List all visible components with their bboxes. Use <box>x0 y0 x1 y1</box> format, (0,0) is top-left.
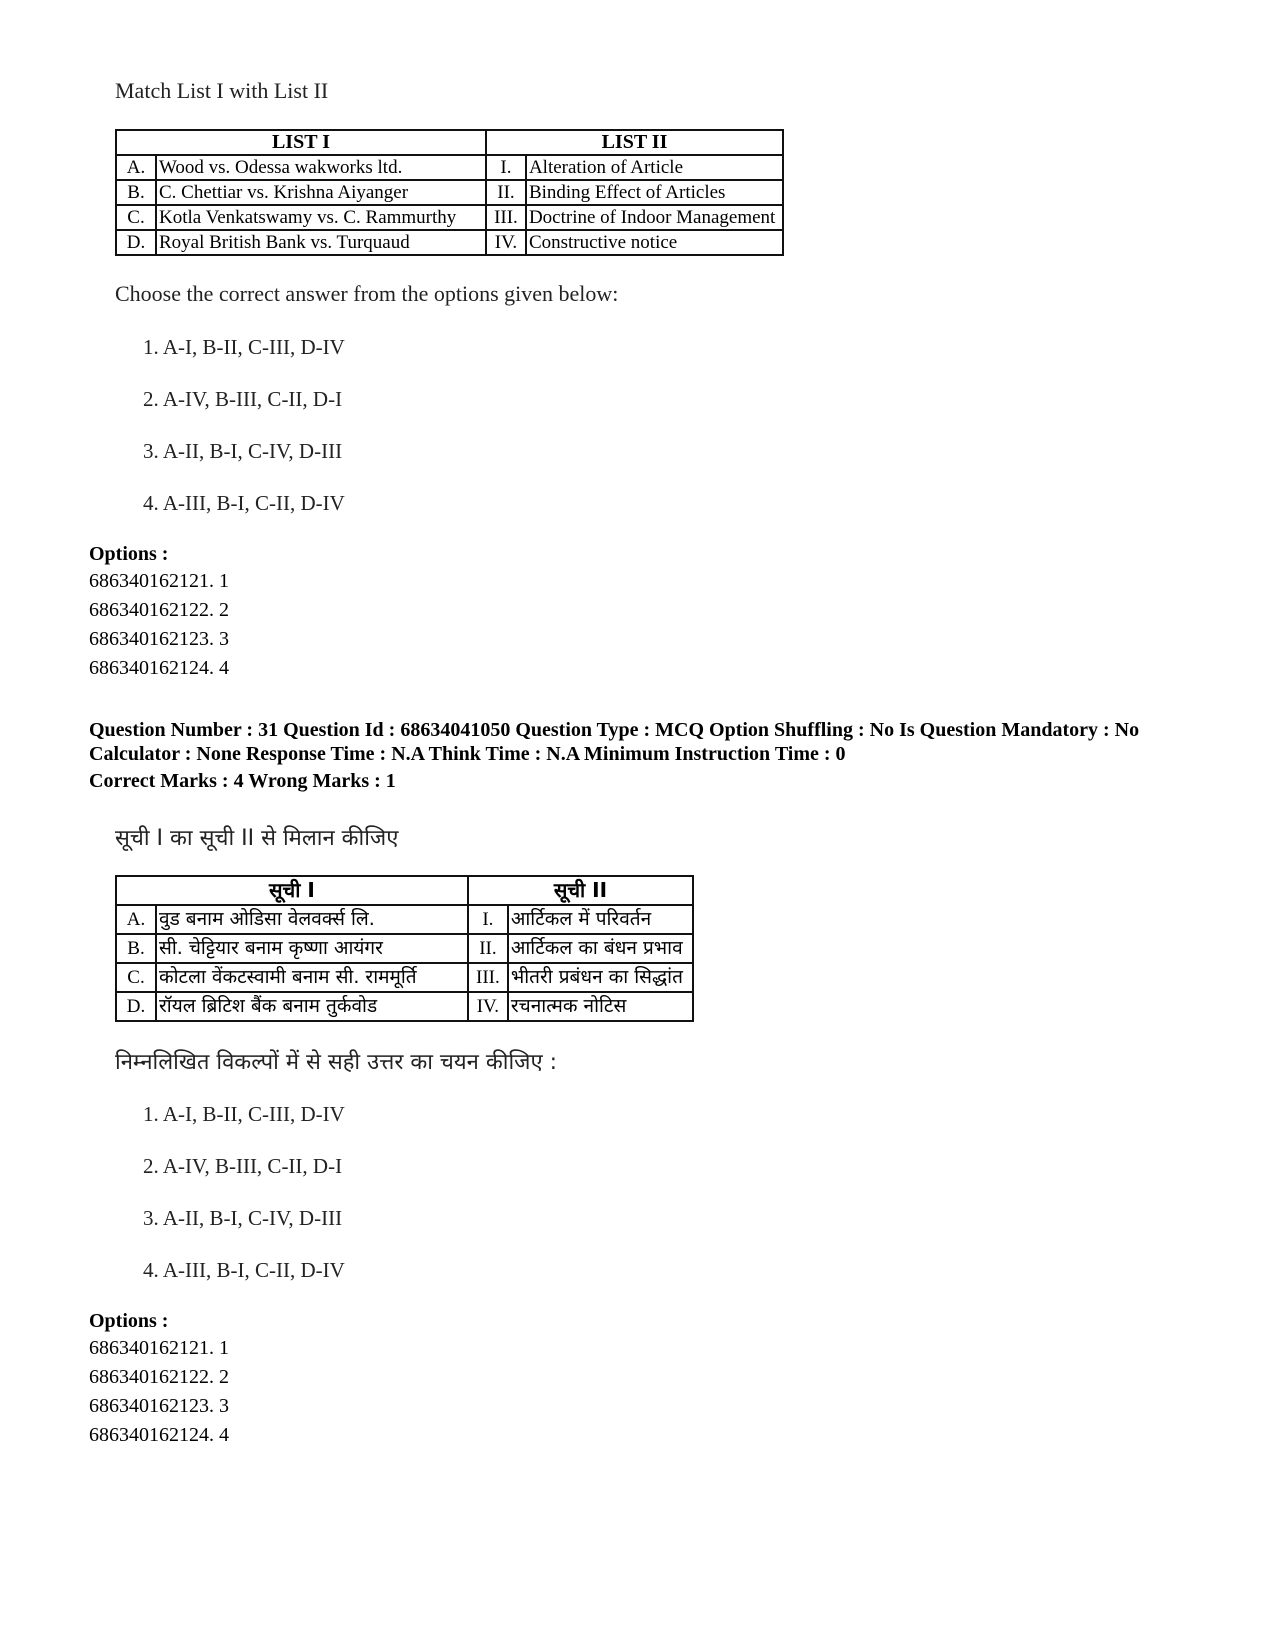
q31-choice-1: 1. A-I, B-II, C-III, D-IV <box>143 1102 345 1126</box>
list-1-header: LIST I <box>116 130 486 155</box>
list-2-item: आर्टिकल में परिवर्तन <box>508 905 693 934</box>
table-row <box>116 963 693 992</box>
list-1-item: कोटला वेंकटस्वामी बनाम सी. राममूर्ति <box>156 963 468 992</box>
option-code: 686340162123. 3 <box>89 628 229 650</box>
table-row <box>116 230 783 255</box>
q31-options-label: Options : <box>89 1310 169 1332</box>
list-2-item: Doctrine of Indoor Management <box>526 205 783 230</box>
q30-stem: Match List I with List II <box>115 78 329 103</box>
row-label: IV. <box>468 992 508 1021</box>
row-label: B. <box>116 934 156 963</box>
table-header-row <box>116 876 693 905</box>
q30-option-codes <box>89 567 229 683</box>
q31-choice-2: 2. A-IV, B-III, C-II, D-I <box>143 1154 343 1178</box>
row-label: I. <box>486 155 526 180</box>
row-label: II. <box>468 934 508 963</box>
row-label: B. <box>116 180 156 205</box>
row-label: C. <box>116 963 156 992</box>
q31-match-table <box>115 875 694 1022</box>
option-code: 686340162123. 3 <box>89 1395 229 1417</box>
q31-instruction: निम्नलिखित विकल्पों में से सही उत्तर का चयन कीजिए : <box>115 1050 558 1075</box>
table-row <box>116 992 693 1021</box>
q30-instruction: Choose the correct answer from the options given below: <box>115 281 619 306</box>
option-code: 686340162121. 1 <box>89 570 229 592</box>
list-1-header: सूची I <box>116 876 468 905</box>
list-2-item: Binding Effect of Articles <box>526 180 783 205</box>
list-1-item: रॉयल ब्रिटिश बैंक बनाम तुर्कवोड <box>156 992 468 1021</box>
list-1-item: Wood vs. Odessa wakworks ltd. <box>156 155 486 180</box>
list-2-header: LIST II <box>486 130 783 155</box>
q31-option-codes <box>89 1334 229 1450</box>
list-2-item: रचनात्मक नोटिस <box>508 992 693 1021</box>
row-label: II. <box>486 180 526 205</box>
list-1-item: C. Chettiar vs. Krishna Aiyanger <box>156 180 486 205</box>
q31-stem: सूची I का सूची II से मिलान कीजिए <box>115 826 399 851</box>
list-2-item: भीतरी प्रबंधन का सिद्धांत <box>508 963 693 992</box>
q30-choice-4: 4. A-III, B-I, C-II, D-IV <box>143 491 345 515</box>
option-code: 686340162122. 2 <box>89 599 229 621</box>
option-code: 686340162122. 2 <box>89 1366 229 1388</box>
list-1-item: Royal British Bank vs. Turquaud <box>156 230 486 255</box>
option-code: 686340162124. 4 <box>89 657 229 679</box>
q30-options-label: Options : <box>89 543 169 565</box>
row-label: D. <box>116 992 156 1021</box>
table-row <box>116 905 693 934</box>
table-row <box>116 205 783 230</box>
row-label: C. <box>116 205 156 230</box>
row-label: I. <box>468 905 508 934</box>
q31-choice-3: 3. A-II, B-I, C-IV, D-III <box>143 1206 343 1230</box>
list-2-item: Alteration of Article <box>526 155 783 180</box>
list-2-item: आर्टिकल का बंधन प्रभाव <box>508 934 693 963</box>
table-row <box>116 155 783 180</box>
row-label: D. <box>116 230 156 255</box>
option-code: 686340162121. 1 <box>89 1337 229 1359</box>
q30-choice-1: 1. A-I, B-II, C-III, D-IV <box>143 335 345 359</box>
q31-meta: Question Number : 31 Question Id : 68634041050 Question Type : MCQ Option Shuffling : No Is Question Mandatory : No Calculator : None Response Time : N.A Think Time : N.A Minimum Instruction Time : 0 <box>89 719 1140 765</box>
table-row <box>116 180 783 205</box>
q31-marks: Correct Marks : 4 Wrong Marks : 1 <box>89 770 396 792</box>
q30-match-table <box>115 129 784 256</box>
q31-choice-4: 4. A-III, B-I, C-II, D-IV <box>143 1258 345 1282</box>
table-header-row <box>116 130 783 155</box>
list-2-item: Constructive notice <box>526 230 783 255</box>
row-label: III. <box>468 963 508 992</box>
list-1-item: सी. चेट्टियार बनाम कृष्णा आयंगर <box>156 934 468 963</box>
option-code: 686340162124. 4 <box>89 1424 229 1446</box>
list-1-item: Kotla Venkatswamy vs. C. Rammurthy <box>156 205 486 230</box>
row-label: A. <box>116 155 156 180</box>
table-row <box>116 934 693 963</box>
list-2-header: सूची II <box>468 876 693 905</box>
row-label: IV. <box>486 230 526 255</box>
q30-choice-3: 3. A-II, B-I, C-IV, D-III <box>143 439 343 463</box>
row-label: III. <box>486 205 526 230</box>
q30-choice-2: 2. A-IV, B-III, C-II, D-I <box>143 387 343 411</box>
list-1-item: वुड बनाम ओडिसा वेलवर्क्स लि. <box>156 905 468 934</box>
row-label: A. <box>116 905 156 934</box>
